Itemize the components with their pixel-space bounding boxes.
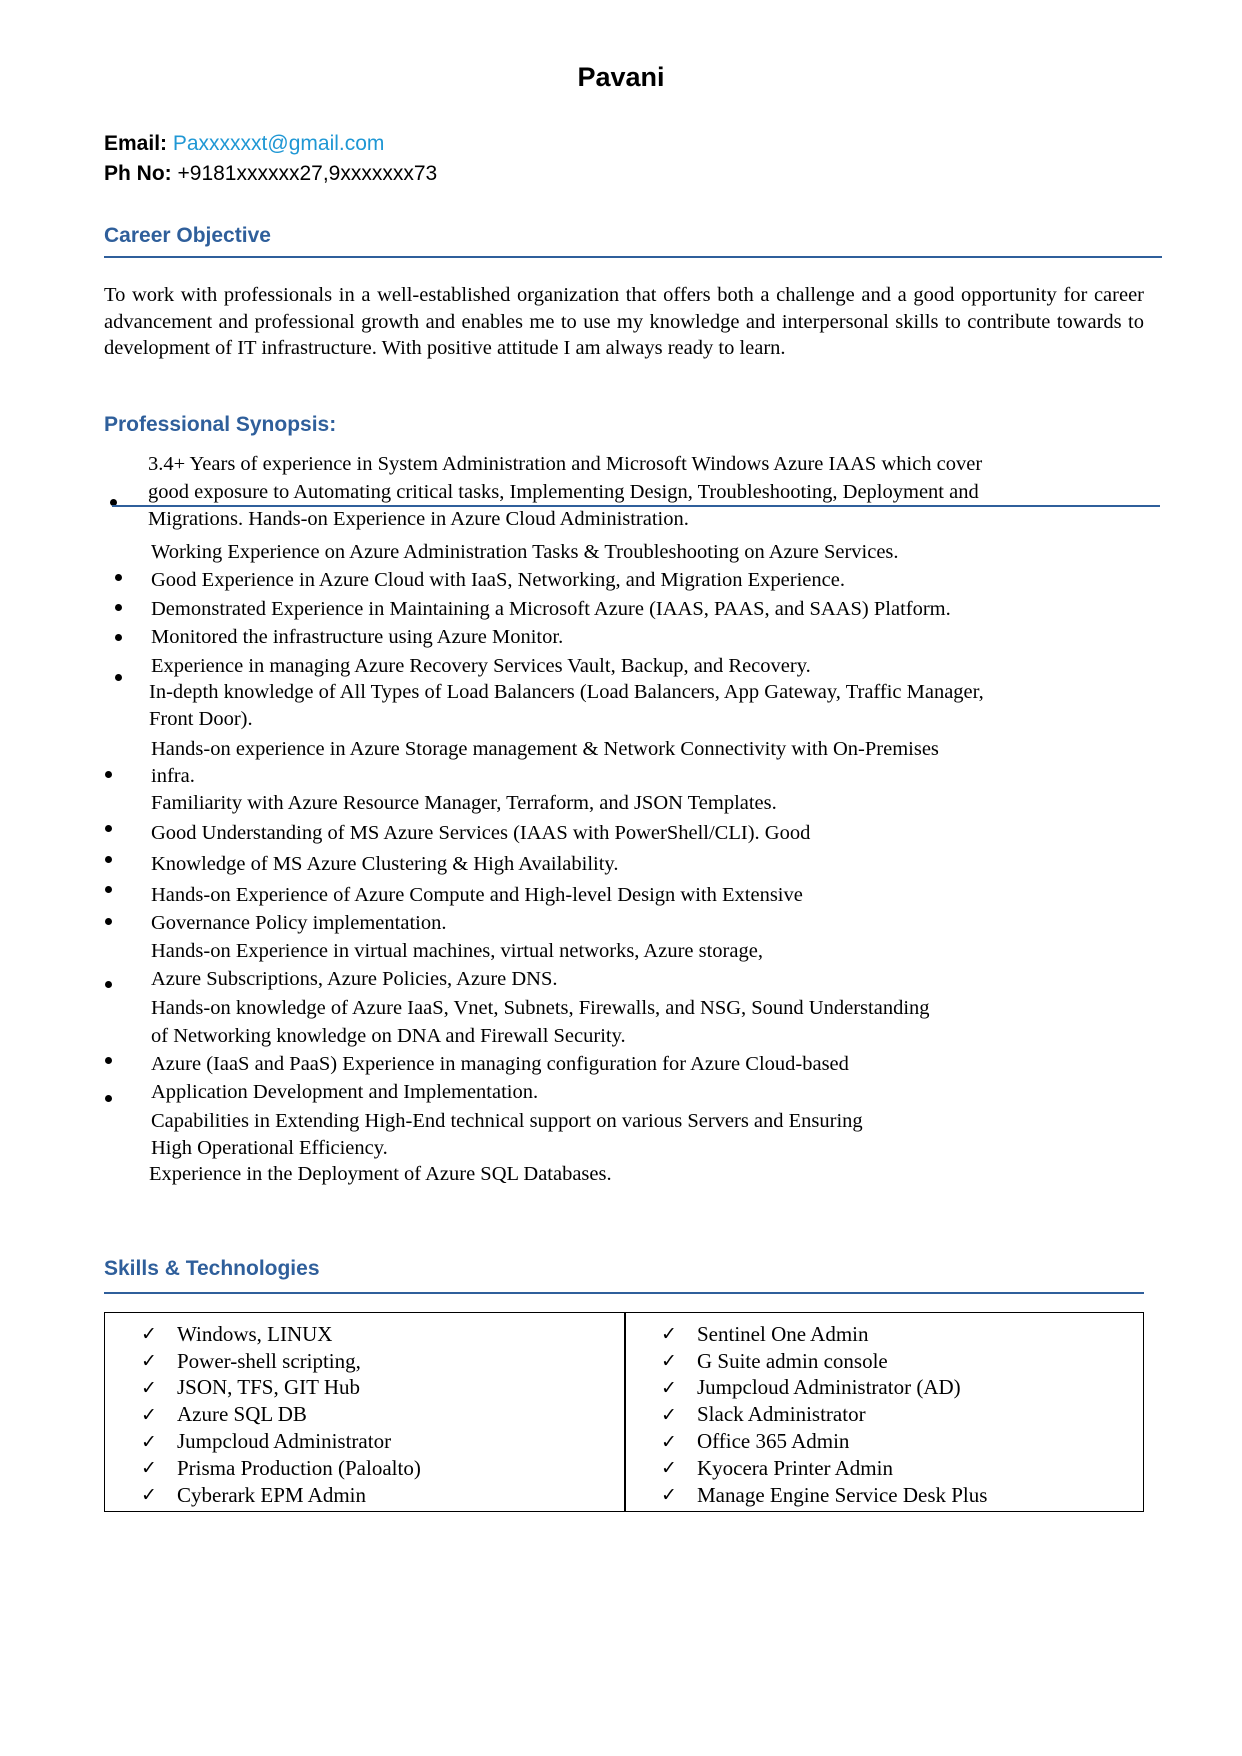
bullet-icon [105, 886, 112, 893]
skill-label: Cyberark EPM Admin [177, 1482, 366, 1507]
email-line [104, 132, 384, 156]
synopsis-line: Good Experience in Azure Cloud with IaaS, Networking, and Migration Experience. [151, 569, 845, 591]
skills-column-right [625, 1321, 987, 1509]
skill-item [625, 1375, 987, 1402]
synopsis-line: of Networking knowledge on DNA and Firewall Security. [151, 1025, 626, 1047]
skill-label: JSON, TFS, GIT Hub [177, 1375, 361, 1400]
synopsis-line: Experience in managing Azure Recovery Services Vault, Backup, and Recovery. [151, 655, 811, 677]
professional-synopsis-heading: Professional Synopsis: [104, 413, 337, 436]
bullet-icon [105, 771, 112, 778]
skills-heading: Skills & Technologies [104, 1257, 320, 1280]
skill-item [625, 1348, 987, 1375]
synopsis-line: Hands-on Experience in virtual machines, virtual networks, Azure storage, [151, 940, 763, 962]
synopsis-line: Front Door). [149, 708, 253, 730]
check-icon: ✓ [141, 1323, 157, 1346]
skill-label: Power-shell scripting, [177, 1348, 361, 1373]
candidate-name: Pavani [577, 62, 665, 92]
skill-item [105, 1375, 421, 1402]
synopsis-line: Azure Subscriptions, Azure Policies, Azure DNS. [151, 968, 558, 990]
strike-line [112, 505, 1160, 507]
email-link[interactable]: Paxxxxxxt@gmail.com [172, 132, 385, 155]
synopsis-line: Demonstrated Experience in Maintaining a Microsoft Azure (IAAS, PAAS, and SAAS) Platform. [151, 598, 951, 620]
skill-label: Jumpcloud Administrator (AD) [697, 1375, 961, 1400]
phone-value: +9181xxxxxx27,9xxxxxxx73 [177, 162, 438, 185]
skill-item [625, 1428, 987, 1455]
bullet-icon [105, 981, 112, 988]
synopsis-line: In-depth knowledge of All Types of Load Balancers (Load Balancers, App Gateway, Traffic Manager, [149, 681, 984, 703]
check-icon: ✓ [141, 1403, 157, 1426]
synopsis-line: Monitored the infrastructure using Azure Monitor. [151, 626, 564, 648]
check-icon: ✓ [141, 1457, 157, 1480]
synopsis-line: infra. [151, 765, 195, 787]
synopsis-line: Good Understanding of MS Azure Services (IAAS with PowerShell/CLI). Good [151, 822, 811, 844]
skill-label: Windows, LINUX [177, 1321, 333, 1346]
check-icon: ✓ [661, 1430, 677, 1453]
skills-column-left [105, 1321, 421, 1509]
synopsis-line: Capabilities in Extending High-End technical support on various Servers and Ensuring [151, 1110, 863, 1132]
synopsis-line: Application Development and Implementation. [151, 1081, 539, 1103]
synopsis-line: Working Experience on Azure Administration Tasks & Troubleshooting on Azure Services. [151, 541, 899, 563]
phone-label: Ph No: [104, 162, 172, 185]
bullet-icon [115, 634, 122, 641]
check-icon: ✓ [661, 1403, 677, 1426]
email-label: Email: [104, 132, 168, 155]
synopsis-line: Hands-on Experience of Azure Compute and High-level Design with Extensive [151, 884, 803, 906]
synopsis-line: Hands-on knowledge of Azure IaaS, Vnet, Subnets, Firewalls, and NSG, Sound Understanding [151, 997, 930, 1019]
skill-label: Kyocera Printer Admin [697, 1455, 893, 1480]
skill-item [105, 1482, 421, 1509]
synopsis-line: Azure (IaaS and PaaS) Experience in managing configuration for Azure Cloud-based [151, 1053, 849, 1075]
bullet-icon [105, 1095, 112, 1102]
career-objective-text: To work with professionals in a well-established organization that offers both a challenge and a good opportunity for career advancement and professional growth and enables me to use my knowledge and interpersonal skills to contribute towards to development of IT infrastructure. With positive attitude I am always ready to learn. [104, 284, 1144, 359]
bullet-icon [115, 604, 122, 611]
skills-table [104, 1312, 1144, 1512]
skill-item [625, 1482, 987, 1509]
bullet-icon [115, 574, 122, 581]
check-icon: ✓ [141, 1376, 157, 1399]
skill-item [105, 1401, 421, 1428]
synopsis-line: good exposure to Automating critical tasks, Implementing Design, Troubleshooting, Deployment and [148, 481, 979, 503]
skill-item [105, 1321, 421, 1348]
skill-item [625, 1401, 987, 1428]
check-icon: ✓ [141, 1484, 157, 1507]
skill-item [105, 1455, 421, 1482]
check-icon: ✓ [661, 1484, 677, 1507]
section-divider [104, 256, 1162, 258]
bullet-icon [105, 825, 112, 832]
skill-label: G Suite admin console [697, 1348, 888, 1373]
career-objective-heading: Career Objective [104, 224, 271, 247]
bullet-icon [105, 918, 112, 925]
skill-label: Prisma Production (Paloalto) [177, 1455, 421, 1480]
skill-item [625, 1455, 987, 1482]
skill-label: Azure SQL DB [177, 1402, 307, 1427]
synopsis-line: Familiarity with Azure Resource Manager, Terraform, and JSON Templates. [151, 792, 777, 814]
skill-label: Manage Engine Service Desk Plus [697, 1482, 988, 1507]
check-icon: ✓ [141, 1350, 157, 1373]
bullet-icon [105, 856, 112, 863]
phone-line [104, 162, 437, 186]
check-icon: ✓ [141, 1430, 157, 1453]
synopsis-line: Governance Policy implementation. [151, 912, 447, 934]
synopsis-line: Hands-on experience in Azure Storage management & Network Connectivity with On-Premises [151, 738, 939, 760]
synopsis-line: Knowledge of MS Azure Clustering & High Availability. [151, 853, 619, 875]
synopsis-line: Migrations. Hands-on Experience in Azure Cloud Administration. [148, 508, 689, 530]
skill-label: Jumpcloud Administrator [177, 1429, 392, 1454]
section-divider [104, 1292, 1144, 1294]
check-icon: ✓ [661, 1323, 677, 1346]
skill-label: Sentinel One Admin [697, 1321, 869, 1346]
check-icon: ✓ [661, 1457, 677, 1480]
synopsis-line: Experience in the Deployment of Azure SQL Databases. [149, 1163, 612, 1185]
skill-item [625, 1321, 987, 1348]
synopsis-line: 3.4+ Years of experience in System Administration and Microsoft Windows Azure IAAS which cover [148, 453, 983, 475]
check-icon: ✓ [661, 1376, 677, 1399]
bullet-icon [105, 1057, 112, 1064]
skill-label: Office 365 Admin [697, 1429, 850, 1454]
skill-item [105, 1348, 421, 1375]
skill-label: Slack Administrator [697, 1402, 866, 1427]
check-icon: ✓ [661, 1350, 677, 1373]
skill-item [105, 1428, 421, 1455]
bullet-icon [115, 674, 122, 681]
synopsis-line: High Operational Efficiency. [151, 1137, 388, 1159]
